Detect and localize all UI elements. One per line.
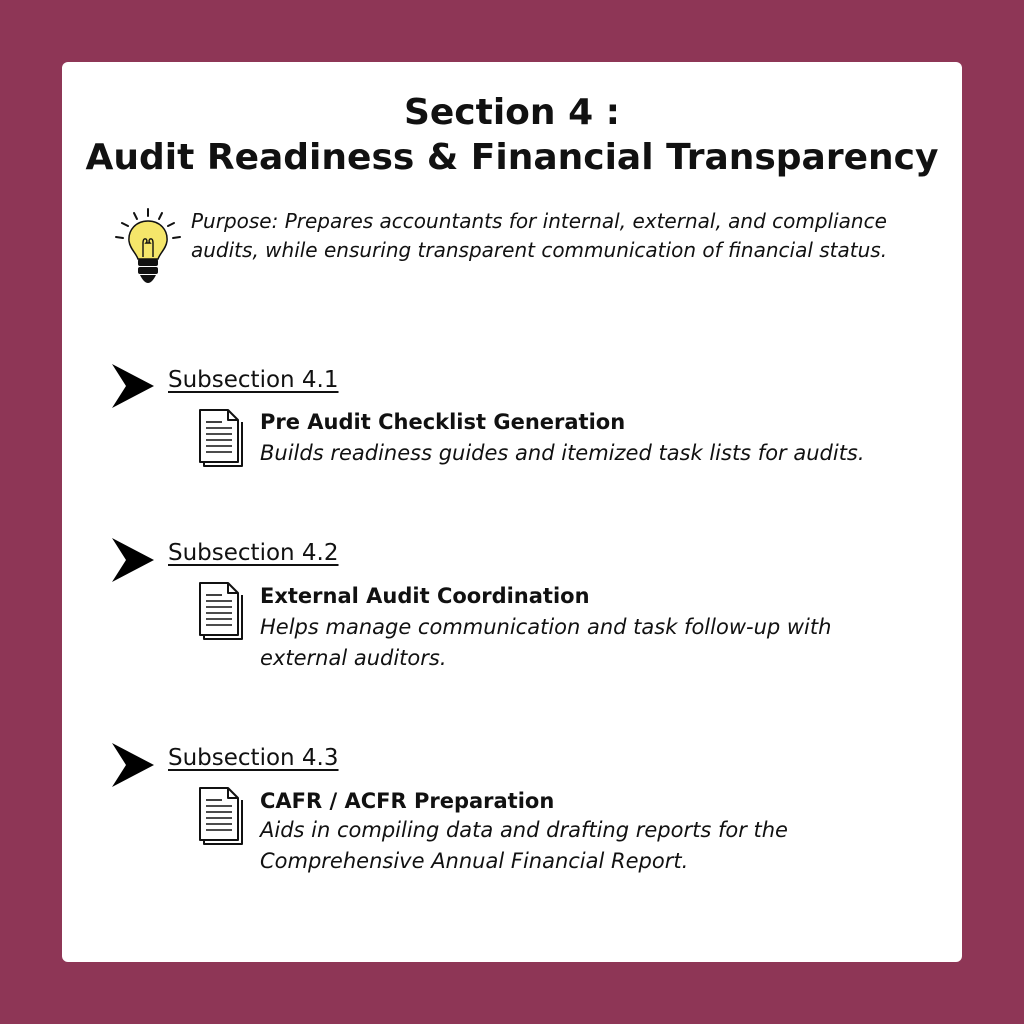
purpose-text: Purpose: Prepares accountants for internal, external, and compliance audits, while ensuring transparent communication of financial status. bbox=[191, 209, 888, 262]
lightbulb-icon bbox=[112, 207, 184, 287]
subsection-label: Subsection 4.3 bbox=[168, 745, 339, 771]
item-title: Pre Audit Checklist Generation bbox=[260, 410, 626, 434]
item-title: CAFR / ACFR Preparation bbox=[260, 789, 555, 813]
section-title: Audit Readiness & Financial Transparency bbox=[85, 137, 939, 178]
document-icon bbox=[198, 408, 244, 468]
arrow-right-icon bbox=[112, 364, 154, 408]
item-title: External Audit Coordination bbox=[260, 584, 590, 608]
subsection-label: Subsection 4.2 bbox=[168, 540, 339, 566]
page-title bbox=[62, 90, 962, 180]
document-icon bbox=[198, 581, 244, 641]
content-card bbox=[62, 62, 962, 962]
subsection-label: Subsection 4.1 bbox=[168, 367, 339, 393]
item-description: Aids in compiling data and drafting reports for the Comprehensive Annual Financial Report. bbox=[260, 818, 788, 873]
document-icon bbox=[198, 786, 244, 846]
arrow-right-icon bbox=[112, 743, 154, 787]
section-number: Section 4 : bbox=[403, 92, 621, 133]
item-description: Builds readiness guides and itemized task lists for audits. bbox=[260, 441, 865, 465]
arrow-right-icon bbox=[112, 538, 154, 582]
item-description: Helps manage communication and task follow-up with external auditors. bbox=[260, 615, 832, 670]
